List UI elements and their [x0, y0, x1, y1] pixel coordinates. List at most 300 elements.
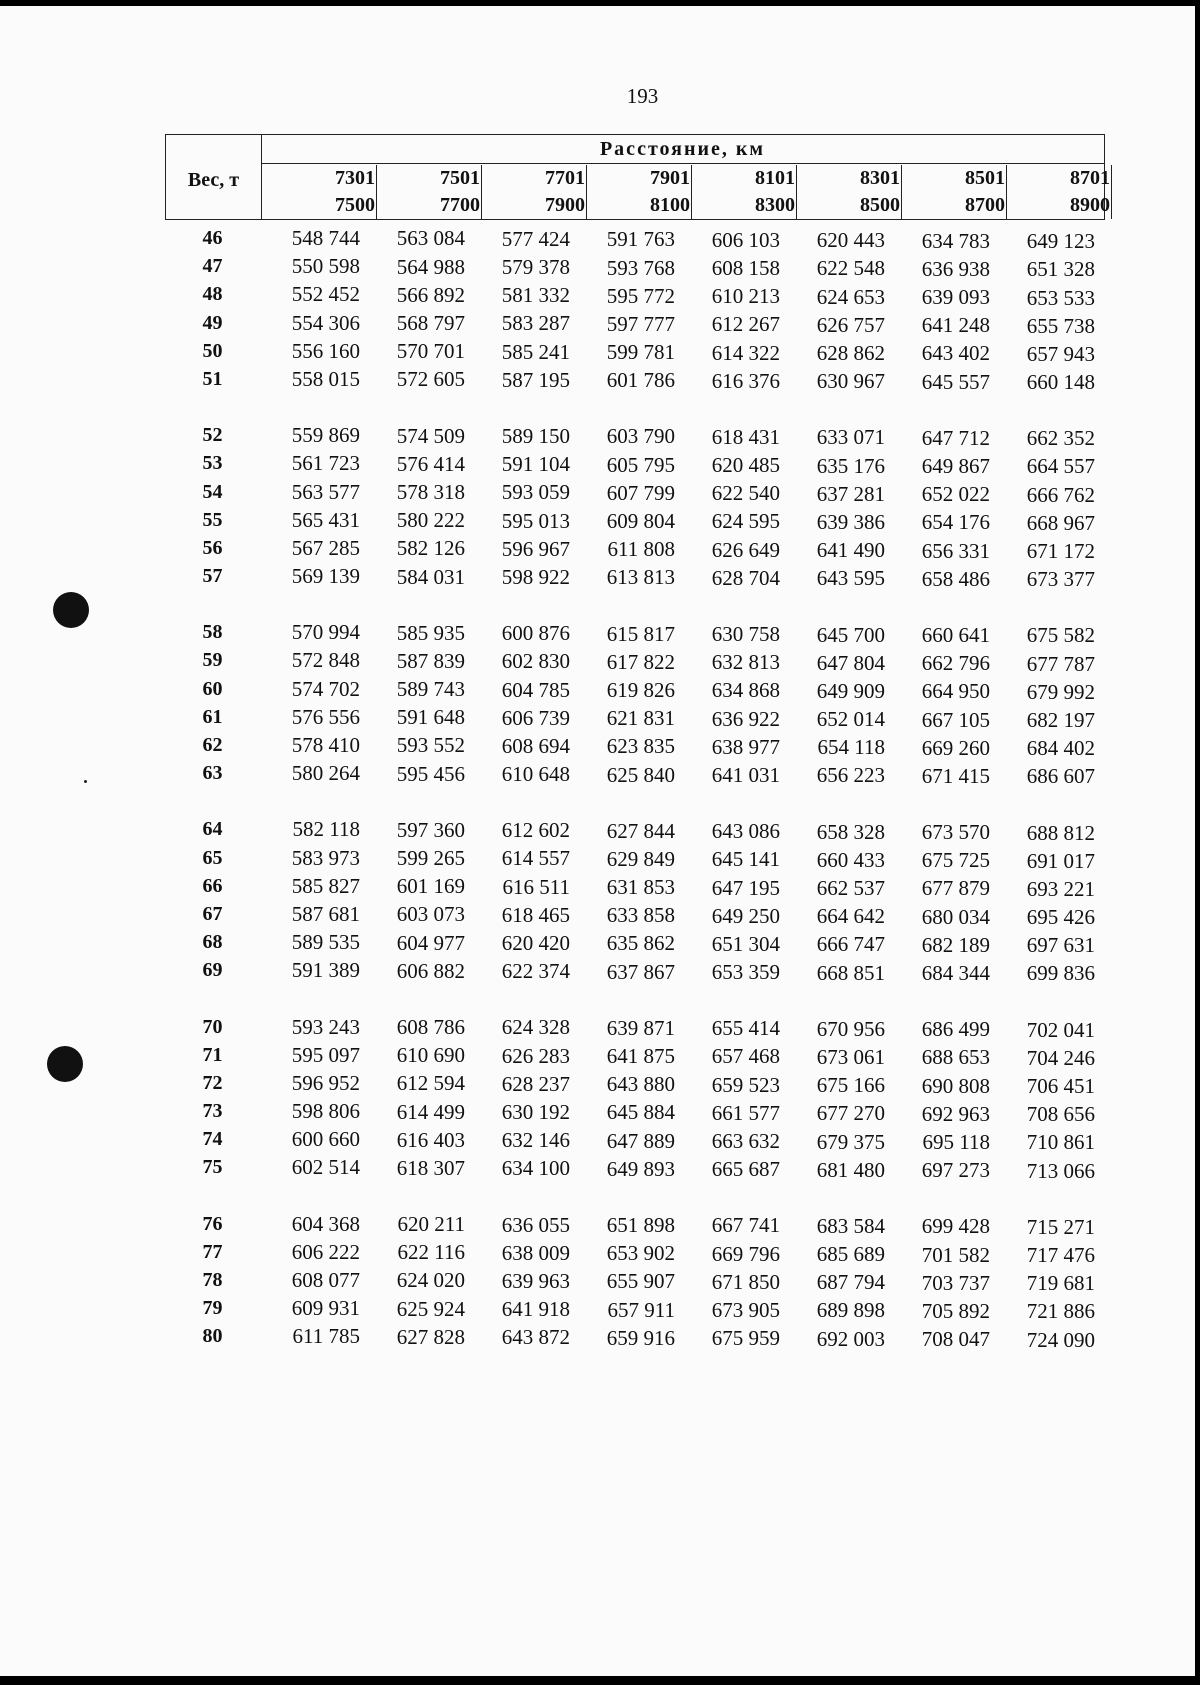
weight-cell: 53 [202, 452, 223, 475]
value-cell: 636 055 [501, 1212, 570, 1237]
value-cell: 603 790 [606, 424, 675, 449]
table-row [165, 956, 1105, 984]
value-cell: 595 013 [501, 508, 570, 533]
value-cell: 692 963 [921, 1101, 990, 1126]
value-cell: 580 222 [396, 508, 465, 533]
value-cell: 595 097 [291, 1042, 360, 1067]
value-cell: 657 911 [607, 1297, 675, 1322]
value-cell: 619 826 [606, 677, 675, 702]
range-from: 7501 [440, 167, 480, 189]
weight-cell: 51 [202, 367, 223, 390]
value-cell: 670 956 [816, 1016, 885, 1041]
value-cell: 633 071 [816, 425, 885, 450]
value-cell: 596 967 [501, 536, 570, 561]
value-cell: 559 869 [291, 423, 360, 448]
value-cell: 673 377 [1026, 567, 1095, 592]
value-cell: 638 009 [501, 1240, 570, 1265]
value-cell: 593 768 [606, 255, 675, 280]
value-cell: 667 741 [711, 1213, 780, 1238]
table-row [165, 1238, 1105, 1266]
table-row [165, 506, 1105, 534]
value-cell: 622 374 [501, 959, 570, 984]
value-cell: 669 796 [711, 1241, 780, 1266]
table-row [165, 1266, 1105, 1294]
range-to: 7500 [335, 194, 375, 216]
value-cell: 717 476 [1026, 1242, 1095, 1267]
value-cell: 627 844 [606, 818, 675, 843]
value-cell: 649 893 [606, 1156, 675, 1181]
value-cell: 606 222 [291, 1239, 360, 1264]
value-cell: 591 648 [396, 705, 465, 730]
punch-hole-mark [47, 1046, 83, 1082]
value-cell: 658 486 [921, 566, 990, 591]
table-row [165, 1013, 1105, 1041]
value-cell: 587 681 [291, 901, 360, 926]
value-cell: 662 537 [816, 876, 885, 900]
value-cell: 660 433 [816, 847, 885, 872]
table-row [165, 562, 1105, 590]
value-cell: 609 931 [291, 1296, 360, 1321]
value-cell: 606 103 [711, 227, 780, 252]
value-cell: 662 796 [921, 651, 990, 676]
value-cell: 651 304 [711, 931, 780, 956]
value-cell: 612 602 [501, 818, 570, 843]
value-cell: 659 916 [606, 1325, 675, 1350]
value-cell: 641 031 [711, 762, 780, 787]
value-cell: 721 886 [1026, 1299, 1095, 1324]
weight-cell: 49 [202, 311, 223, 334]
value-cell: 603 073 [396, 902, 465, 927]
value-cell: 605 795 [606, 452, 675, 477]
value-cell: 675 959 [711, 1326, 780, 1351]
value-cell: 680 034 [921, 904, 990, 929]
distance-range-header [1024, 165, 1112, 219]
row-group [165, 618, 1105, 787]
value-cell: 699 428 [921, 1214, 990, 1239]
weight-cell: 67 [202, 902, 223, 925]
value-cell: 632 146 [501, 1128, 570, 1153]
value-cell: 610 648 [501, 762, 570, 787]
table-row [165, 731, 1105, 759]
value-cell: 580 264 [291, 761, 360, 786]
value-cell: 701 582 [921, 1242, 990, 1267]
weight-cell: 48 [202, 283, 223, 306]
value-cell: 639 963 [501, 1268, 570, 1293]
value-cell: 589 150 [501, 424, 570, 449]
value-cell: 606 882 [396, 958, 465, 983]
value-cell: 617 822 [606, 649, 675, 674]
value-cell: 624 328 [501, 1015, 570, 1040]
value-cell: 634 100 [501, 1156, 570, 1181]
value-cell: 695 118 [922, 1129, 990, 1154]
value-cell: 682 189 [921, 932, 990, 957]
value-cell: 693 221 [1026, 876, 1095, 901]
value-cell: 684 344 [921, 961, 990, 985]
weight-header-cell [166, 135, 262, 219]
weight-cell: 61 [202, 705, 223, 728]
value-cell: 708 047 [921, 1327, 990, 1352]
table-row [165, 1069, 1105, 1097]
value-cell: 673 570 [921, 820, 990, 845]
table-row [165, 1097, 1105, 1125]
weight-cell: 66 [202, 874, 223, 897]
table-row [165, 1322, 1105, 1350]
value-cell: 614 322 [711, 340, 780, 365]
value-cell: 599 781 [606, 340, 675, 365]
distance-range-header [814, 165, 902, 219]
table-row [165, 280, 1105, 308]
value-cell: 597 777 [606, 311, 675, 336]
table-row [165, 224, 1105, 252]
distance-range-header [604, 165, 692, 219]
value-cell: 665 687 [711, 1157, 780, 1182]
value-cell: 666 747 [816, 932, 885, 957]
value-cell: 597 360 [396, 817, 465, 842]
value-cell: 572 605 [396, 367, 465, 392]
value-cell: 671 415 [921, 763, 990, 788]
value-cell: 564 988 [396, 254, 465, 279]
distance-range-header [499, 165, 587, 219]
value-cell: 702 041 [1026, 1017, 1095, 1042]
weight-cell: 77 [202, 1240, 223, 1263]
page-number: 193 [626, 84, 659, 108]
punch-hole-mark [53, 592, 89, 628]
value-cell: 620 443 [816, 228, 885, 253]
value-cell: 568 797 [396, 311, 465, 335]
value-cell: 660 148 [1026, 370, 1095, 395]
distance-header-title: Расстояние, км [261, 135, 1104, 164]
value-cell: 647 195 [711, 875, 780, 900]
table-row [165, 1153, 1105, 1181]
value-cell: 625 840 [606, 762, 675, 787]
value-cell: 636 922 [711, 706, 780, 731]
value-cell: 681 480 [816, 1157, 885, 1182]
value-cell: 664 557 [1026, 454, 1095, 479]
table-row [165, 928, 1105, 956]
value-cell: 628 862 [816, 341, 885, 365]
value-cell: 615 817 [606, 621, 675, 646]
value-cell: 641 918 [501, 1297, 570, 1322]
value-cell: 578 410 [291, 733, 360, 757]
range-to: 8100 [650, 194, 690, 216]
value-cell: 632 813 [711, 650, 780, 675]
value-cell: 570 994 [291, 620, 360, 645]
value-cell: 610 213 [711, 284, 780, 309]
value-cell: 677 270 [816, 1101, 885, 1126]
value-cell: 611 808 [607, 537, 675, 562]
value-cell: 624 020 [396, 1268, 465, 1293]
range-to: 8900 [1070, 194, 1110, 216]
value-cell: 610 690 [396, 1043, 465, 1068]
value-cell: 608 694 [501, 733, 570, 758]
range-to: 8300 [755, 194, 795, 216]
row-group [165, 224, 1105, 393]
value-cell: 683 584 [816, 1213, 885, 1238]
value-cell: 563 577 [291, 479, 360, 504]
range-to: 7900 [545, 194, 585, 216]
value-cell: 581 332 [501, 283, 570, 308]
value-cell: 639 386 [816, 509, 885, 534]
weight-cell: 63 [202, 762, 223, 785]
value-cell: 633 858 [606, 903, 675, 928]
value-cell: 608 786 [396, 1014, 465, 1039]
value-cell: 596 952 [291, 1070, 360, 1095]
weight-cell: 55 [202, 508, 223, 531]
value-cell: 579 378 [501, 255, 570, 280]
row-group [165, 1210, 1105, 1351]
value-cell: 686 607 [1026, 764, 1095, 789]
table-row [165, 1294, 1105, 1322]
value-cell: 593 243 [291, 1014, 360, 1039]
value-cell: 591 389 [291, 958, 360, 983]
value-cell: 583 973 [291, 845, 360, 870]
value-cell: 652 022 [921, 482, 990, 507]
weight-cell: 65 [202, 846, 223, 869]
value-cell: 695 426 [1026, 905, 1095, 930]
value-cell: 675 166 [816, 1073, 885, 1098]
value-cell: 608 158 [711, 255, 780, 280]
value-cell: 608 077 [291, 1268, 360, 1292]
value-cell: 643 402 [921, 341, 990, 366]
value-cell: 641 875 [606, 1044, 675, 1069]
value-cell: 662 352 [1026, 426, 1095, 451]
value-cell: 609 804 [606, 509, 675, 534]
value-cell: 692 003 [816, 1326, 885, 1351]
range-to: 8700 [965, 194, 1005, 216]
value-cell: 668 967 [1026, 510, 1095, 535]
value-cell: 643 086 [711, 819, 780, 844]
value-cell: 687 794 [816, 1270, 885, 1295]
value-cell: 607 799 [606, 480, 675, 505]
value-cell: 639 093 [921, 285, 990, 310]
value-cell: 675 725 [921, 848, 990, 873]
value-cell: 618 431 [711, 424, 780, 449]
value-cell: 713 066 [1026, 1158, 1095, 1183]
weight-cell: 70 [202, 1015, 223, 1038]
value-cell: 574 509 [396, 423, 465, 448]
value-cell: 671 850 [711, 1269, 780, 1294]
value-cell: 567 285 [291, 535, 360, 560]
range-to: 8500 [860, 194, 900, 216]
scanned-page [0, 6, 1195, 1676]
value-cell: 563 084 [396, 226, 465, 251]
value-cell: 666 762 [1026, 482, 1095, 507]
value-cell: 688 812 [1026, 820, 1095, 845]
value-cell: 604 977 [396, 930, 465, 955]
table-row [165, 872, 1105, 900]
value-cell: 705 892 [921, 1298, 990, 1323]
value-cell: 611 785 [292, 1324, 360, 1349]
value-cell: 587 839 [396, 648, 465, 673]
value-cell: 616 511 [502, 874, 570, 899]
scan-speck [84, 780, 87, 783]
value-cell: 593 059 [501, 480, 570, 505]
value-cell: 661 577 [711, 1100, 780, 1125]
value-cell: 715 271 [1026, 1214, 1095, 1239]
range-from: 7301 [335, 167, 375, 189]
weight-cell: 50 [202, 339, 223, 362]
value-cell: 682 197 [1026, 707, 1095, 732]
value-cell: 635 862 [606, 931, 675, 956]
value-cell: 621 831 [606, 706, 675, 731]
value-cell: 659 523 [711, 1072, 780, 1097]
value-cell: 628 704 [711, 565, 780, 590]
value-cell: 595 772 [606, 283, 675, 308]
value-cell: 689 898 [816, 1298, 885, 1323]
value-cell: 591 104 [501, 452, 570, 477]
value-cell: 645 700 [816, 622, 885, 647]
value-cell: 598 806 [291, 1099, 360, 1124]
value-cell: 643 595 [816, 566, 885, 591]
table-header [165, 134, 1110, 220]
table-row [165, 534, 1105, 562]
value-cell: 651 328 [1026, 257, 1095, 282]
row-group [165, 1013, 1105, 1182]
value-cell: 623 835 [606, 734, 675, 759]
value-cell: 566 892 [396, 282, 465, 307]
value-cell: 703 737 [921, 1270, 990, 1295]
value-cell: 706 451 [1026, 1074, 1095, 1099]
value-cell: 600 876 [501, 621, 570, 646]
value-cell: 620 420 [501, 931, 570, 956]
value-cell: 595 456 [396, 761, 465, 786]
value-cell: 558 015 [291, 366, 360, 391]
weight-cell: 59 [202, 649, 223, 672]
table-row [165, 1125, 1105, 1153]
value-cell: 556 160 [291, 338, 360, 363]
value-cell: 684 402 [1026, 736, 1095, 761]
value-cell: 649 909 [816, 678, 885, 703]
value-cell: 626 283 [501, 1043, 570, 1068]
weight-header-label: Вес, т [187, 169, 240, 191]
value-cell: 724 090 [1026, 1327, 1095, 1352]
value-cell: 565 431 [291, 507, 360, 532]
weight-cell: 62 [202, 734, 223, 756]
table-row [165, 365, 1105, 393]
value-cell: 548 744 [291, 226, 360, 250]
value-cell: 657 943 [1026, 341, 1095, 366]
value-cell: 690 808 [921, 1073, 990, 1098]
value-cell: 671 172 [1026, 539, 1095, 564]
value-cell: 647 712 [921, 425, 990, 450]
table-row [165, 646, 1105, 674]
value-cell: 638 977 [711, 734, 780, 759]
weight-cell: 52 [202, 424, 223, 447]
range-from: 7901 [650, 167, 690, 189]
value-cell: 660 641 [921, 622, 990, 647]
distance-range-header [919, 165, 1007, 219]
value-cell: 630 758 [711, 622, 780, 647]
weight-cell: 58 [202, 621, 223, 644]
weight-cell: 46 [202, 227, 223, 249]
range-from: 8101 [755, 167, 795, 189]
value-cell: 574 702 [291, 676, 360, 701]
value-cell: 637 281 [816, 481, 885, 506]
weight-cell: 71 [202, 1043, 223, 1066]
value-cell: 630 967 [816, 369, 885, 394]
value-cell: 697 631 [1026, 933, 1095, 958]
table-row [165, 337, 1105, 365]
value-cell: 677 879 [921, 876, 990, 901]
value-cell: 637 867 [606, 959, 675, 984]
range-from: 8501 [965, 167, 1005, 189]
table-row [165, 759, 1105, 787]
value-cell: 602 514 [291, 1155, 360, 1180]
table-row [165, 703, 1105, 731]
value-cell: 622 116 [397, 1240, 465, 1265]
value-cell: 668 851 [816, 960, 885, 985]
value-cell: 618 307 [396, 1155, 465, 1180]
value-cell: 658 328 [816, 819, 885, 844]
value-cell: 656 331 [921, 538, 990, 563]
value-cell: 585 827 [291, 873, 360, 898]
value-cell: 587 195 [501, 367, 570, 392]
range-from: 8301 [860, 167, 900, 189]
value-cell: 628 237 [501, 1071, 570, 1096]
value-cell: 653 359 [711, 960, 780, 985]
value-cell: 649 250 [711, 903, 780, 928]
value-cell: 585 241 [501, 339, 570, 364]
value-cell: 577 424 [501, 226, 570, 251]
weight-cell: 54 [202, 480, 223, 503]
value-cell: 634 868 [711, 678, 780, 703]
value-cell: 612 594 [396, 1071, 465, 1096]
table-row [165, 844, 1105, 872]
value-cell: 685 689 [816, 1242, 885, 1267]
value-cell: 663 632 [711, 1129, 780, 1154]
value-cell: 582 118 [292, 817, 360, 842]
table-row [165, 815, 1105, 843]
value-cell: 569 139 [291, 564, 360, 589]
value-cell: 625 924 [396, 1296, 465, 1321]
value-cell: 679 992 [1026, 679, 1095, 704]
value-cell: 653 533 [1026, 285, 1095, 310]
value-cell: 624 653 [816, 284, 885, 309]
value-cell: 589 743 [396, 677, 465, 702]
value-cell: 613 813 [606, 565, 675, 590]
value-cell: 620 485 [711, 453, 780, 478]
value-cell: 634 783 [921, 228, 990, 253]
value-cell: 604 368 [291, 1211, 360, 1236]
value-cell: 570 701 [396, 339, 465, 364]
value-cell: 649 123 [1026, 229, 1095, 254]
value-cell: 673 905 [711, 1297, 780, 1322]
value-cell: 704 246 [1026, 1045, 1095, 1070]
value-cell: 629 849 [606, 846, 675, 871]
value-cell: 699 836 [1026, 961, 1095, 986]
value-cell: 636 938 [921, 256, 990, 281]
value-cell: 606 739 [501, 705, 570, 730]
weight-cell: 47 [202, 255, 223, 278]
weight-cell: 78 [202, 1269, 223, 1291]
value-cell: 550 598 [291, 254, 360, 279]
value-cell: 654 176 [921, 510, 990, 535]
value-cell: 554 306 [291, 310, 360, 335]
value-cell: 612 267 [711, 312, 780, 337]
table-row [165, 421, 1105, 449]
value-cell: 635 176 [816, 453, 885, 478]
value-cell: 645 884 [606, 1100, 675, 1125]
value-cell: 710 861 [1026, 1130, 1095, 1155]
value-cell: 552 452 [291, 282, 360, 307]
weight-cell: 60 [202, 677, 223, 700]
value-cell: 616 376 [711, 368, 780, 393]
value-cell: 601 169 [396, 874, 465, 899]
value-cell: 582 126 [396, 536, 465, 561]
table-row [165, 478, 1105, 506]
value-cell: 691 017 [1026, 848, 1095, 873]
value-cell: 598 922 [501, 564, 570, 589]
